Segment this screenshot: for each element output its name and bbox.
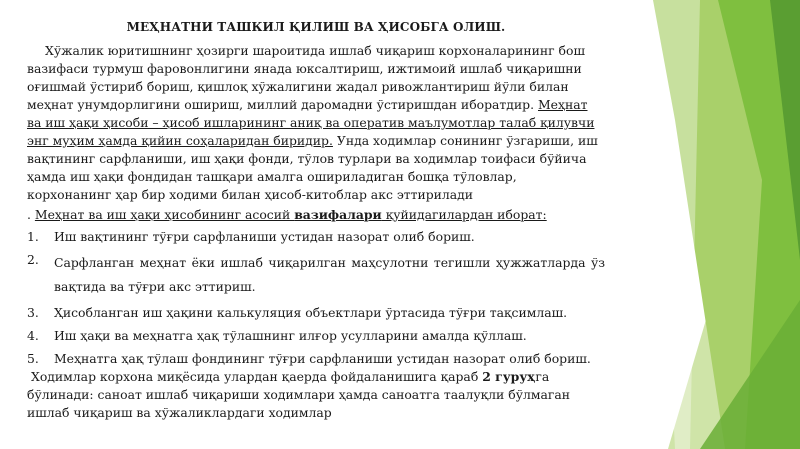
green-shard-bottom	[700, 300, 800, 449]
tasks-lead-prefix: .	[27, 207, 35, 222]
list-item	[27, 350, 605, 368]
intro-underlined: Меҳнат ва иш ҳақи ҳисоби – ҳисоб ишларининг аниқ ва оператив маълумотлар талаб қилувчи энг муҳим ҳамда қийин соҳаларидан биридир.	[27, 97, 595, 148]
list-item-number: 1.	[27, 229, 39, 244]
tasks-list	[27, 228, 605, 368]
green-shard-light	[653, 0, 800, 449]
green-shard-mid	[718, 0, 800, 449]
list-item-number: 2.	[27, 252, 39, 267]
closing-paragraph-continued: бўлинади: саноат ишлаб чиқариши ходимлари ҳамда саноатга таалуқли бўлмаган ишлаб чиқариш ва хўжаликлардаги ходимлар	[27, 387, 571, 420]
list-item-text: Сарфланган меҳнат ёки ишлаб чиқарилган маҳсулотни тегишли ҳужжатларда ўз вақтида ва тўғри акс эттириш.	[54, 255, 605, 294]
list-item-number: 4.	[27, 328, 39, 343]
list-item-text: Иш ҳақи ва меҳнатга ҳақ тўлашнинг илғор усулларини амалда қўллаш.	[54, 328, 527, 343]
list-item-text: Меҳнатга ҳақ тўлаш фондининг тўғри сарфланиши устидан назорат олиб бориш.	[54, 351, 591, 366]
closing-after: га	[535, 369, 550, 384]
closing-paragraph	[27, 368, 605, 386]
tasks-lead-u2: қуйидагилардан иборат:	[381, 207, 547, 222]
list-item-number: 3.	[27, 305, 39, 320]
closing-before: Ходимлар корхона миқёсида улардан қаерда фойдаланишига қараб	[31, 369, 483, 384]
white-shard	[653, 0, 700, 449]
list-item-text: Иш вақтининг тўғри сарфланиши устидан назорат олиб бориш.	[54, 229, 475, 244]
list-item	[27, 251, 605, 299]
text-content	[27, 18, 605, 422]
list-item	[27, 304, 605, 322]
intro-rest: Унда ходимлар сонининг ўзгариши, иш вақтининг сарфланиши, иш ҳақи фонди, тўлов турлари ва ходимлар тоифаси бўйича ҳамда иш ҳақи фондидан ташқари амалга ошириладиган бошқа тўловлар, корхонанинг ҳар бир ходими билан ҳисоб-китоблар акс эттирилади	[27, 133, 598, 202]
list-item-number: 5.	[27, 351, 39, 366]
list-item	[27, 228, 605, 246]
green-shard-back	[668, 0, 800, 449]
tasks-lead-u1: Меҳнат ва иш ҳақи ҳисобининг асосий	[34, 207, 295, 222]
intro-paragraph	[27, 42, 605, 204]
closing-bold: 2 гуруҳ	[482, 369, 536, 384]
tasks-lead	[27, 206, 605, 224]
list-item-text: Ҳисобланган иш ҳақини калькуляция объектлари ўртасида тўғри тақсимлаш.	[54, 305, 568, 320]
slide-title: МЕҲНАТНИ ТАШКИЛ ҚИЛИШ ВА ҲИСОБГА ОЛИШ.	[126, 20, 506, 34]
list-item	[27, 327, 605, 345]
intro-plain: Хўжалик юритишнинг ҳозирги шароитида ишлаб чиқариш корхоналарининг бош вазифаси турмуш фаровонлигини янада юксалтириш, ижтимоий ишлаб чиқаришни оғишмай ўстириб бориш, қишлоқ хўжалигини жадал ривожлантириш йўли билан меҳнат унумдорлигини ошириш, миллий даромадни ўстиришдан иборатдир.	[27, 43, 585, 112]
tasks-lead-bold: вазифалари	[294, 207, 382, 222]
green-shard-dark	[770, 0, 800, 260]
